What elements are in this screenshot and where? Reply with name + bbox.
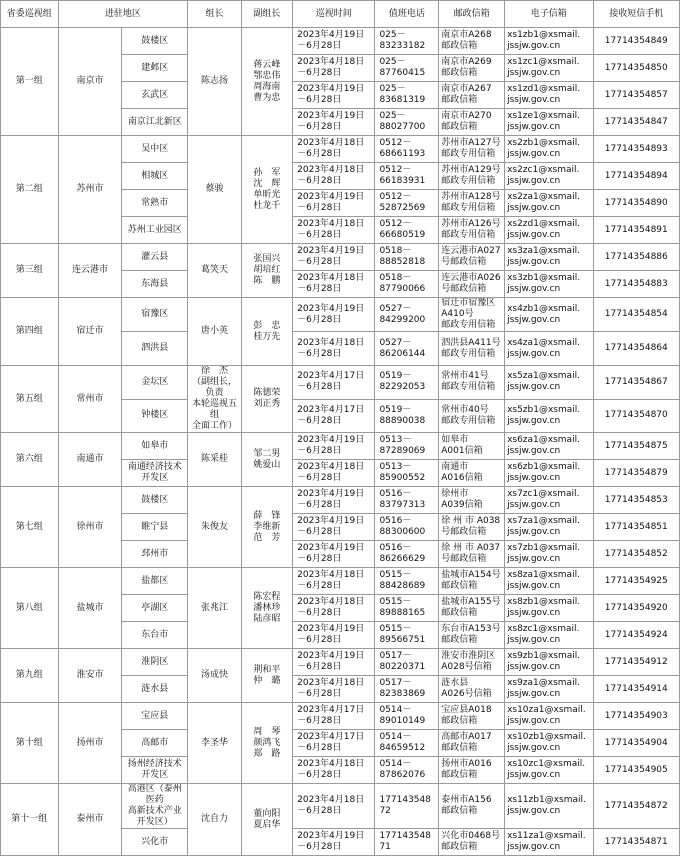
inspection-time: 2023年4月18日 －6月28日 bbox=[293, 55, 375, 82]
inspection-time: 2023年4月18日 －6月28日 bbox=[293, 757, 375, 784]
postal-box: 常州市40号 邮政专用信箱 bbox=[439, 399, 505, 433]
postal-box: 南通市 A016信箱 bbox=[439, 460, 505, 487]
vice-leader-names: 彭 忠 桂万先 bbox=[241, 298, 292, 366]
district-name: 鼓楼区 bbox=[122, 487, 188, 514]
sms-phone: 17714354891 bbox=[593, 217, 679, 244]
duty-phone: 0516－ 83797313 bbox=[375, 487, 439, 514]
district-name: 睢宁县 bbox=[122, 514, 188, 541]
inspection-time: 2023年4月19日 －6月28日 bbox=[293, 298, 375, 332]
city-name: 南京市 bbox=[58, 28, 122, 136]
postal-box: 高邮市A017 邮政信箱 bbox=[439, 730, 505, 757]
postal-box: 苏州市A126号 邮政专用信箱 bbox=[439, 217, 505, 244]
postal-box: 徐 州 市 A038 号邮政信箱 bbox=[439, 514, 505, 541]
table-row bbox=[1, 784, 680, 829]
district-name: 兴化市 bbox=[122, 829, 188, 856]
group-name: 第八组 bbox=[1, 568, 59, 649]
email-address: xs1zb1@xsmail. jssjw.gov.cn bbox=[505, 28, 593, 55]
sms-phone: 17714354872 bbox=[593, 784, 679, 829]
email-address: xs6zb1@xsmail. jssjw.gov.cn bbox=[505, 460, 593, 487]
postal-box: 泰州市A156 邮政信箱 bbox=[439, 784, 505, 829]
header-row bbox=[1, 1, 680, 28]
email-address: xs10zc1@xsmail. jssjw.gov.cn bbox=[505, 757, 593, 784]
email-address: xs1ze1@xsmail. jssjw.gov.cn bbox=[505, 109, 593, 136]
sms-phone: 17714354850 bbox=[593, 55, 679, 82]
postal-box: 东台市A153号 邮政信箱 bbox=[439, 622, 505, 649]
duty-phone: 0516－ 88300600 bbox=[375, 514, 439, 541]
group-name: 第四组 bbox=[1, 298, 59, 366]
table-row bbox=[1, 366, 680, 400]
inspection-time: 2023年4月19日 －6月28日 bbox=[293, 541, 375, 568]
inspection-time: 2023年4月18日 －6月28日 bbox=[293, 332, 375, 366]
leader-name: 徐 杰 （副组长，负责 本轮巡视五组 全面工作） bbox=[188, 366, 241, 433]
email-address: xs3zb1@xsmail. jssjw.gov.cn bbox=[505, 271, 593, 298]
email-address: xs8zc1@xsmail. jssjw.gov.cn bbox=[505, 622, 593, 649]
table-row bbox=[1, 136, 680, 163]
header-phone: 值班电话 bbox=[375, 1, 439, 28]
table-row bbox=[1, 649, 680, 676]
header-time: 巡视时间 bbox=[293, 1, 375, 28]
inspection-time: 2023年4月19日 －6月28日 bbox=[293, 622, 375, 649]
sms-phone: 17714354886 bbox=[593, 244, 679, 271]
inspection-time: 2023年4月18日 －6月28日 bbox=[293, 217, 375, 244]
postal-box: 苏州市A129号 邮政专用信箱 bbox=[439, 163, 505, 190]
inspection-time: 2023年4月19日 －6月28日 bbox=[293, 82, 375, 109]
sms-phone: 17714354867 bbox=[593, 366, 679, 400]
inspection-time: 2023年4月19日 －6月28日 bbox=[293, 487, 375, 514]
email-address: xs8za1@xsmail. jssjw.gov.cn bbox=[505, 568, 593, 595]
table-row bbox=[1, 487, 680, 514]
district-name: 亭湖区 bbox=[122, 595, 188, 622]
table-row bbox=[1, 298, 680, 332]
email-address: xs2zc1@xsmail. jssjw.gov.cn bbox=[505, 163, 593, 190]
group-name: 第九组 bbox=[1, 649, 59, 703]
duty-phone: 0515－ 89566751 bbox=[375, 622, 439, 649]
sms-phone: 17714354854 bbox=[593, 298, 679, 332]
email-address: xs3za1@xsmail. jssjw.gov.cn bbox=[505, 244, 593, 271]
duty-phone: 025－ 83233182 bbox=[375, 28, 439, 55]
city-name: 苏州市 bbox=[58, 136, 122, 244]
sms-phone: 17714354870 bbox=[593, 399, 679, 433]
duty-phone: 0512－ 66680519 bbox=[375, 217, 439, 244]
inspection-time: 2023年4月19日 －6月28日 bbox=[293, 829, 375, 856]
vice-leader-names: 董向阳 夏启华 bbox=[241, 784, 292, 856]
inspection-time: 2023年4月18日 －6月28日 bbox=[293, 163, 375, 190]
table-row bbox=[1, 703, 680, 730]
sms-phone: 17714354849 bbox=[593, 28, 679, 55]
city-name: 盐城市 bbox=[58, 568, 122, 649]
sms-phone: 17714354914 bbox=[593, 676, 679, 703]
city-name: 连云港市 bbox=[58, 244, 122, 298]
sms-phone: 17714354925 bbox=[593, 568, 679, 595]
sms-phone: 17714354871 bbox=[593, 829, 679, 856]
postal-box: 南京市A268 邮政信箱 bbox=[439, 28, 505, 55]
sms-phone: 17714354904 bbox=[593, 730, 679, 757]
leader-name: 陈采桂 bbox=[188, 433, 241, 487]
email-address: xs2zb1@xsmail. jssjw.gov.cn bbox=[505, 136, 593, 163]
district-name: 宝应县 bbox=[122, 703, 188, 730]
duty-phone: 0519－ 88890038 bbox=[375, 399, 439, 433]
header-vice-leader: 副组长 bbox=[241, 1, 292, 28]
leader-name: 陈志扬 bbox=[188, 28, 241, 136]
city-name: 南通市 bbox=[58, 433, 122, 487]
leader-name: 唐小英 bbox=[188, 298, 241, 366]
sms-phone: 17714354890 bbox=[593, 190, 679, 217]
city-name: 宿迁市 bbox=[58, 298, 122, 366]
email-address: xs6za1@xsmail. jssjw.gov.cn bbox=[505, 433, 593, 460]
leader-name: 汤成快 bbox=[188, 649, 241, 703]
duty-phone: 0514－ 84659512 bbox=[375, 730, 439, 757]
email-address: xs1zd1@xsmail. jssjw.gov.cn bbox=[505, 82, 593, 109]
duty-phone: 0513－ 87289069 bbox=[375, 433, 439, 460]
header-email: 电子信箱 bbox=[505, 1, 593, 28]
duty-phone: 025－ 83681319 bbox=[375, 82, 439, 109]
postal-box: 盐城市A155号 邮政信箱 bbox=[439, 595, 505, 622]
email-address: xs7zc1@xsmail. jssjw.gov.cn bbox=[505, 487, 593, 514]
email-address: xs9za1@xsmail. jssjw.gov.cn bbox=[505, 676, 593, 703]
city-name: 淮安市 bbox=[58, 649, 122, 703]
email-address: xs10za1@xsmail. jssjw.gov.cn bbox=[505, 703, 593, 730]
inspection-time: 2023年4月19日 －6月28日 bbox=[293, 514, 375, 541]
duty-phone: 0519－ 82292053 bbox=[375, 366, 439, 400]
leader-name: 蔡骏 bbox=[188, 136, 241, 244]
postal-box: 南京市A269 邮政信箱 bbox=[439, 55, 505, 82]
duty-phone: 0515－ 89888165 bbox=[375, 595, 439, 622]
district-name: 钟楼区 bbox=[122, 399, 188, 433]
district-name: 相城区 bbox=[122, 163, 188, 190]
group-name: 第五组 bbox=[1, 366, 59, 433]
duty-phone: 0515－ 88428689 bbox=[375, 568, 439, 595]
sms-phone: 17714354851 bbox=[593, 514, 679, 541]
vice-leader-names: 陈德荣 刘正秀 bbox=[241, 366, 292, 433]
table-row bbox=[1, 568, 680, 595]
district-name: 东台市 bbox=[122, 622, 188, 649]
duty-phone: 0513－ 85900552 bbox=[375, 460, 439, 487]
sms-phone: 17714354920 bbox=[593, 595, 679, 622]
vice-leader-names: 张国兴 胡培红 陈 鹏 bbox=[241, 244, 292, 298]
district-name: 建邺区 bbox=[122, 55, 188, 82]
district-name: 扬州经济技术 开发区 bbox=[122, 757, 188, 784]
duty-phone: 0514－ 87862076 bbox=[375, 757, 439, 784]
district-name: 东海县 bbox=[122, 271, 188, 298]
postal-box: 徐州市 A039信箱 bbox=[439, 487, 505, 514]
postal-box: 苏州市A128号 邮政专用信箱 bbox=[439, 190, 505, 217]
vice-leader-names: 陈宏程 潘林珍 陆彦昭 bbox=[241, 568, 292, 649]
duty-phone: 0527－ 86206144 bbox=[375, 332, 439, 366]
postal-box: 兴化市0468号 邮政信箱 bbox=[439, 829, 505, 856]
duty-phone: 0517－ 80220371 bbox=[375, 649, 439, 676]
table-body bbox=[1, 28, 680, 856]
postal-box: 南京市A267 邮政信箱 bbox=[439, 82, 505, 109]
postal-box: 宿迁市宿豫区 A410号 邮政专用信箱 bbox=[439, 298, 505, 332]
sms-phone: 17714354903 bbox=[593, 703, 679, 730]
header-area: 进驻地区 bbox=[58, 1, 188, 28]
email-address: xs5zb1@xsmail. jssjw.gov.cn bbox=[505, 399, 593, 433]
duty-phone: 025－ 87760415 bbox=[375, 55, 439, 82]
postal-box: 连云港市A026 号邮政信箱 bbox=[439, 271, 505, 298]
email-address: xs7za1@xsmail. jssjw.gov.cn bbox=[505, 514, 593, 541]
duty-phone: 0512－ 52872569 bbox=[375, 190, 439, 217]
inspection-time: 2023年4月17日 －6月28日 bbox=[293, 730, 375, 757]
postal-box: 泗洪县A411号 邮政专用信箱 bbox=[439, 332, 505, 366]
header-sms: 接收短信手机 bbox=[593, 1, 679, 28]
inspection-time: 2023年4月18日 －6月28日 bbox=[293, 460, 375, 487]
group-name: 第二组 bbox=[1, 136, 59, 244]
group-name: 第三组 bbox=[1, 244, 59, 298]
inspection-time: 2023年4月19日 －6月28日 bbox=[293, 190, 375, 217]
inspection-time: 2023年4月17日 －6月28日 bbox=[293, 366, 375, 400]
sms-phone: 17714354883 bbox=[593, 271, 679, 298]
inspection-time: 2023年4月17日 －6月28日 bbox=[293, 703, 375, 730]
sms-phone: 17714354847 bbox=[593, 109, 679, 136]
postal-box: 扬州市A016 邮政信箱 bbox=[439, 757, 505, 784]
postal-box: 宝应县A018 邮政信箱 bbox=[439, 703, 505, 730]
duty-phone: 0518－ 87790066 bbox=[375, 271, 439, 298]
email-address: xs4za1@xsmail. jssjw.gov.cn bbox=[505, 332, 593, 366]
postal-box: 常州市41号 邮政专用信箱 bbox=[439, 366, 505, 400]
duty-phone: 0512－ 66183931 bbox=[375, 163, 439, 190]
district-name: 淮阴区 bbox=[122, 649, 188, 676]
group-name: 第六组 bbox=[1, 433, 59, 487]
sms-phone: 17714354893 bbox=[593, 136, 679, 163]
group-name: 第一组 bbox=[1, 28, 59, 136]
district-name: 鼓楼区 bbox=[122, 28, 188, 55]
inspection-time: 2023年4月19日 －6月28日 bbox=[293, 28, 375, 55]
city-name: 泰州市 bbox=[58, 784, 122, 856]
vice-leader-names: 薛 锋 李维新 范 芳 bbox=[241, 487, 292, 568]
inspection-time: 2023年4月19日 －6月28日 bbox=[293, 649, 375, 676]
district-name: 常熟市 bbox=[122, 190, 188, 217]
inspection-time: 2023年4月18日 －6月28日 bbox=[293, 271, 375, 298]
district-name: 邳州市 bbox=[122, 541, 188, 568]
group-name: 第七组 bbox=[1, 487, 59, 568]
sms-phone: 17714354864 bbox=[593, 332, 679, 366]
inspection-time: 2023年4月17日 －6月28日 bbox=[293, 399, 375, 433]
postal-box: 苏州市A127号 邮政专用信箱 bbox=[439, 136, 505, 163]
table-row bbox=[1, 433, 680, 460]
inspection-time: 2023年4月18日 －6月28日 bbox=[293, 784, 375, 829]
duty-phone: 0517－ 82383869 bbox=[375, 676, 439, 703]
leader-name: 李圣华 bbox=[188, 703, 241, 784]
email-address: xs7zb1@xsmail. jssjw.gov.cn bbox=[505, 541, 593, 568]
email-address: xs10zb1@xsmail. jssjw.gov.cn bbox=[505, 730, 593, 757]
email-address: xs2zd1@xsmail. jssjw.gov.cn bbox=[505, 217, 593, 244]
header-group: 省委巡视组 bbox=[1, 1, 59, 28]
inspection-time: 2023年4月18日 －6月28日 bbox=[293, 136, 375, 163]
email-address: xs5za1@xsmail. jssjw.gov.cn bbox=[505, 366, 593, 400]
inspection-time: 2023年4月19日 －6月28日 bbox=[293, 244, 375, 271]
postal-box: 盐城市A154号 邮政信箱 bbox=[439, 568, 505, 595]
district-name: 高邮市 bbox=[122, 730, 188, 757]
postal-box: 徐 州 市 A037 号邮政信箱 bbox=[439, 541, 505, 568]
sms-phone: 17714354912 bbox=[593, 649, 679, 676]
district-name: 南京江北新区 bbox=[122, 109, 188, 136]
district-name: 南通经济技术 开发区 bbox=[122, 460, 188, 487]
sms-phone: 17714354857 bbox=[593, 82, 679, 109]
city-name: 扬州市 bbox=[58, 703, 122, 784]
inspection-time: 2023年4月18日 －6月28日 bbox=[293, 595, 375, 622]
duty-phone: 0514－ 89010149 bbox=[375, 703, 439, 730]
group-name: 第十一组 bbox=[1, 784, 59, 856]
sms-phone: 17714354905 bbox=[593, 757, 679, 784]
vice-leader-names: 孙 军 沈 辉 单昕光 杜龙千 bbox=[241, 136, 292, 244]
table-row bbox=[1, 244, 680, 271]
sms-phone: 17714354852 bbox=[593, 541, 679, 568]
header-postbox: 邮政信箱 bbox=[439, 1, 505, 28]
district-name: 涟水县 bbox=[122, 676, 188, 703]
vice-leader-names: 邹二男 姚爱山 bbox=[241, 433, 292, 487]
duty-phone: 025－ 88027700 bbox=[375, 109, 439, 136]
district-name: 灌云县 bbox=[122, 244, 188, 271]
inspection-time: 2023年4月18日 －6月28日 bbox=[293, 568, 375, 595]
inspection-time: 2023年4月19日 －6月28日 bbox=[293, 109, 375, 136]
postal-box: 淮安市淮阴区 A028号信箱 bbox=[439, 649, 505, 676]
duty-phone: 17714354872 bbox=[375, 784, 439, 829]
header-leader: 组长 bbox=[188, 1, 241, 28]
sms-phone: 17714354924 bbox=[593, 622, 679, 649]
postal-box: 如皋市 A001信箱 bbox=[439, 433, 505, 460]
city-name: 徐州市 bbox=[58, 487, 122, 568]
district-name: 玄武区 bbox=[122, 82, 188, 109]
leader-name: 沈自力 bbox=[188, 784, 241, 856]
duty-phone: 0512－ 68661193 bbox=[375, 136, 439, 163]
leader-name: 张兆江 bbox=[188, 568, 241, 649]
district-name: 盐都区 bbox=[122, 568, 188, 595]
email-address: xs11za1@xsmail. jssjw.gov.cn bbox=[505, 829, 593, 856]
district-name: 宿豫区 bbox=[122, 298, 188, 332]
duty-phone: 17714354871 bbox=[375, 829, 439, 856]
sms-phone: 17714354853 bbox=[593, 487, 679, 514]
postal-box: 南京市A270 邮政信箱 bbox=[439, 109, 505, 136]
sms-phone: 17714354875 bbox=[593, 433, 679, 460]
district-name: 吴中区 bbox=[122, 136, 188, 163]
duty-phone: 0516－ 86266629 bbox=[375, 541, 439, 568]
duty-phone: 0518－ 88852818 bbox=[375, 244, 439, 271]
postal-box: 连云港市A027 号邮政信箱 bbox=[439, 244, 505, 271]
inspection-time: 2023年4月19日 －6月28日 bbox=[293, 433, 375, 460]
email-address: xs2za1@xsmail. jssjw.gov.cn bbox=[505, 190, 593, 217]
city-name: 常州市 bbox=[58, 366, 122, 433]
email-address: xs9zb1@xsmail. jssjw.gov.cn bbox=[505, 649, 593, 676]
email-address: xs4zb1@xsmail. jssjw.gov.cn bbox=[505, 298, 593, 332]
table-row bbox=[1, 28, 680, 55]
vice-leader-names: 荆和平 仲 璐 bbox=[241, 649, 292, 703]
duty-phone: 0527－ 84299200 bbox=[375, 298, 439, 332]
email-address: xs8zb1@xsmail. jssjw.gov.cn bbox=[505, 595, 593, 622]
group-name: 第十组 bbox=[1, 703, 59, 784]
district-name: 如皋市 bbox=[122, 433, 188, 460]
leader-name: 葛笑天 bbox=[188, 244, 241, 298]
sms-phone: 17714354879 bbox=[593, 460, 679, 487]
district-name: 苏州工业园区 bbox=[122, 217, 188, 244]
email-address: xs1zc1@xsmail. jssjw.gov.cn bbox=[505, 55, 593, 82]
sms-phone: 17714354894 bbox=[593, 163, 679, 190]
vice-leader-names: 周 琴 颜鸿飞 郑 路 bbox=[241, 703, 292, 784]
postal-box: 涟水县 A026号信箱 bbox=[439, 676, 505, 703]
district-name: 金坛区 bbox=[122, 366, 188, 400]
district-name: 泗洪县 bbox=[122, 332, 188, 366]
leader-name: 朱俊友 bbox=[188, 487, 241, 568]
email-address: xs11zb1@xsmail. jssjw.gov.cn bbox=[505, 784, 593, 829]
inspection-time: 2023年4月18日 －6月28日 bbox=[293, 676, 375, 703]
district-name: 高港区（泰州医药 高新技术产业 开发区） bbox=[122, 784, 188, 829]
vice-leader-names: 蒋云峰 鄂忠伟 周海南 曹为忠 bbox=[241, 28, 292, 136]
